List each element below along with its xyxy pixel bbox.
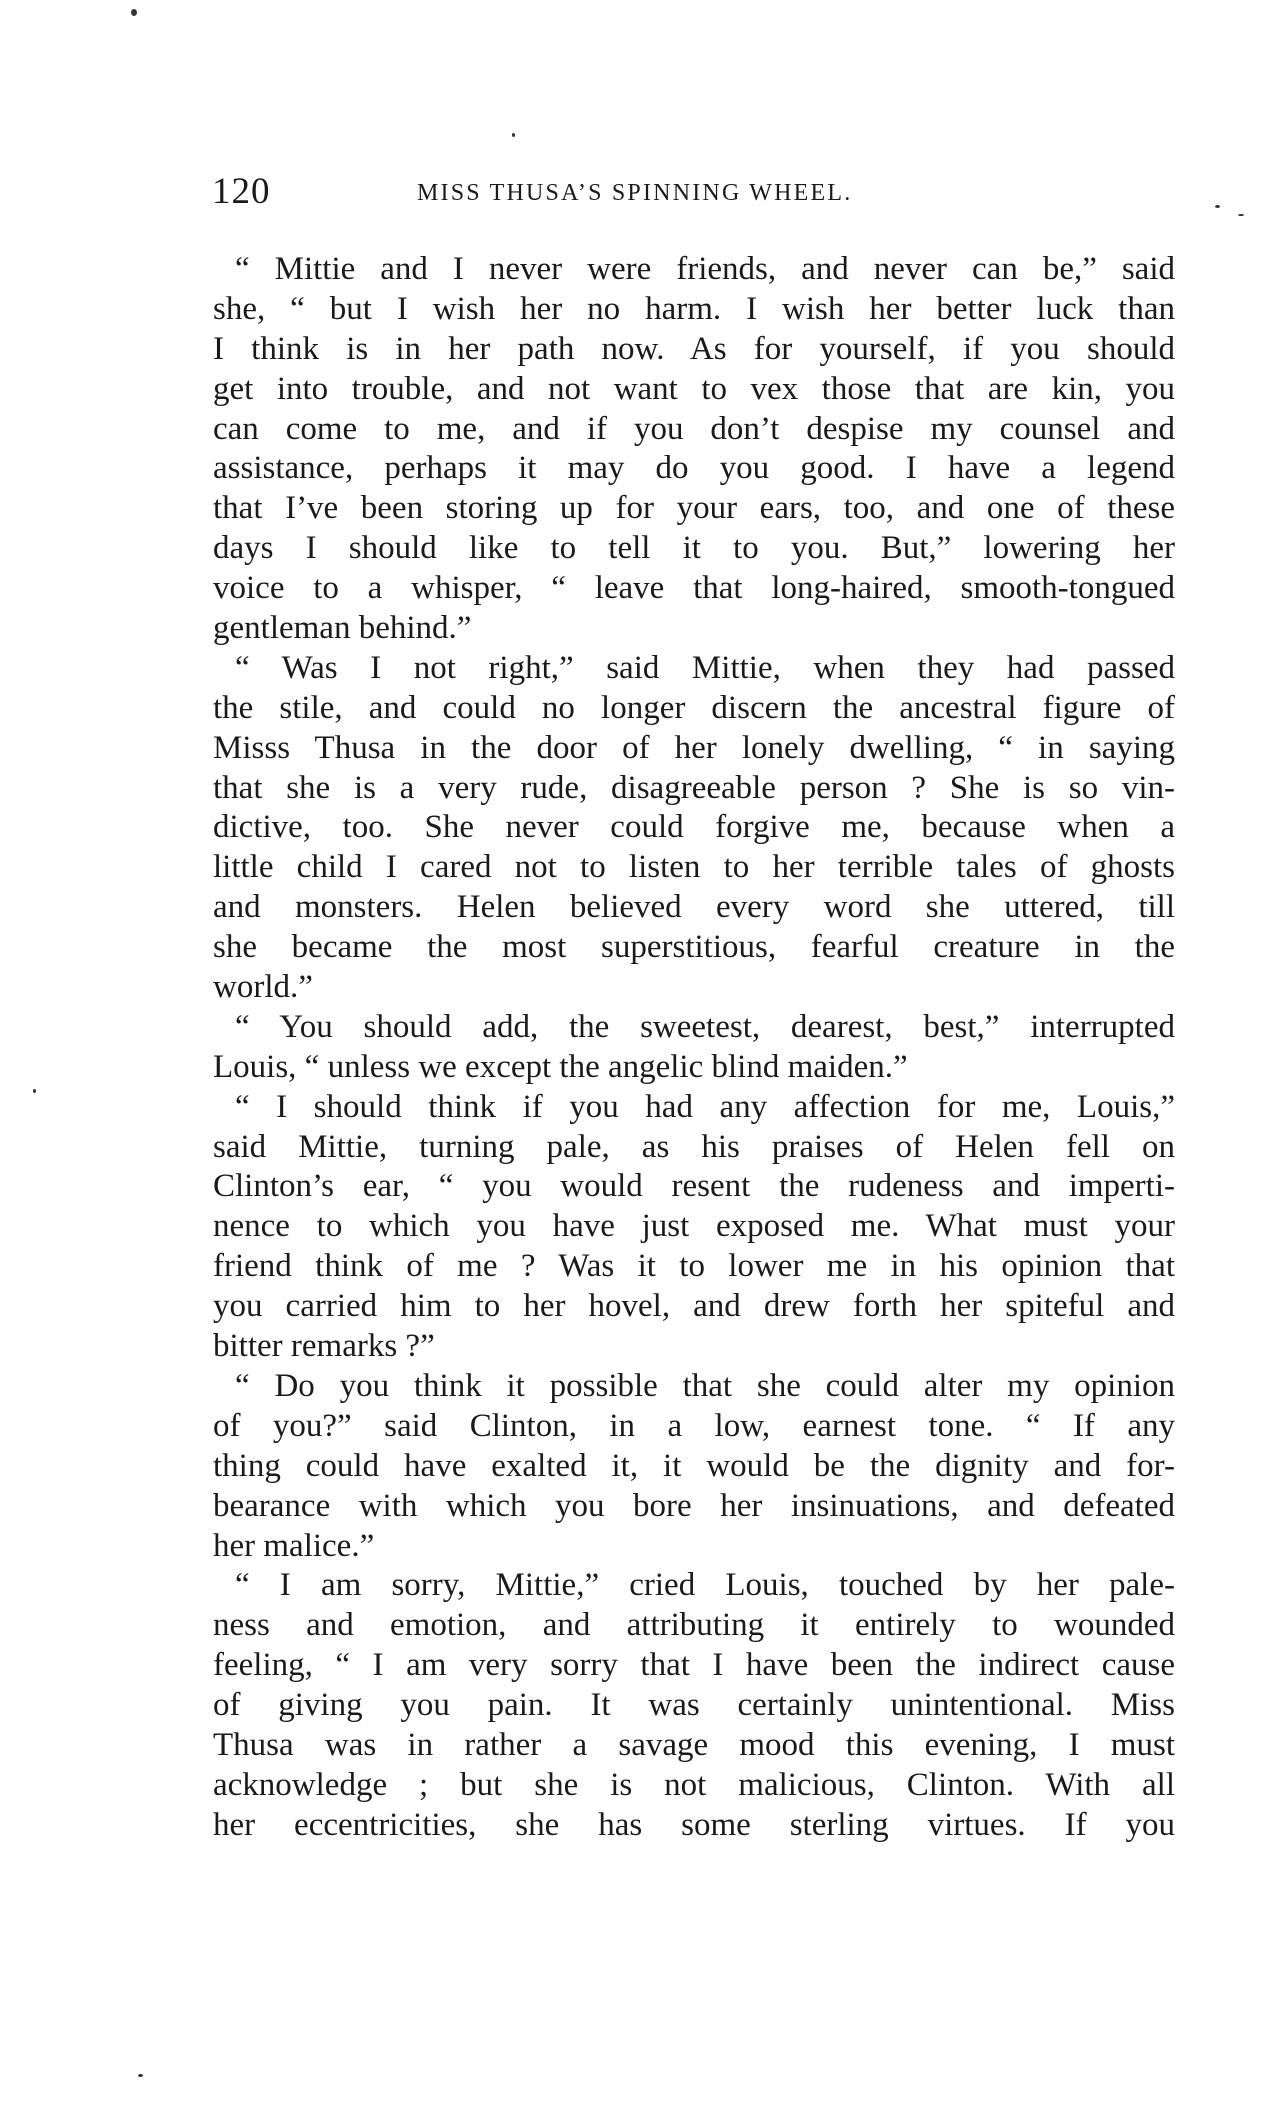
text-line: assistance, perhaps it may do you good. I have a legend — [213, 450, 1175, 487]
page-number: 120 — [212, 171, 271, 212]
text-line: little child I cared not to listen to her terrible tales of ghosts — [213, 849, 1175, 886]
text-line: bitter remarks ?” — [213, 1328, 435, 1365]
text-line: “ You should add, the sweetest, dearest, best,” interrupted — [235, 1008, 1175, 1045]
running-title: MISS THUSA’S SPINNING WHEEL. — [417, 180, 853, 206]
text-line: voice to a whisper, “ leave that long-haired, smooth-tongued — [213, 570, 1175, 607]
text-line: Misss Thusa in the door of her lonely dwelling, “ in saying — [213, 729, 1175, 766]
text-line: feeling, “ I am very sorry that I have been the indirect cause — [213, 1647, 1175, 1684]
body-text — [213, 250, 1175, 1846]
text-line: acknowledge ; but she is not malicious, Clinton. With all — [213, 1766, 1175, 1803]
text-line: Thusa was in rather a savage mood this evening, I must — [213, 1726, 1175, 1763]
text-line: of giving you pain. It was certainly unintentional. Miss — [213, 1687, 1175, 1724]
text-line: her malice.” — [213, 1527, 375, 1564]
text-line: the stile, and could no longer discern the ancestral figure of — [213, 689, 1175, 726]
text-line: of you?” said Clinton, in a low, earnest tone. “ If any — [213, 1407, 1175, 1444]
text-line: you carried him to her hovel, and drew forth her spiteful and — [213, 1288, 1175, 1325]
text-line: ness and emotion, and attributing it entirely to wounded — [213, 1607, 1175, 1644]
text-line: “ Do you think it possible that she could alter my opinion — [235, 1367, 1175, 1404]
text-line: world.” — [213, 969, 313, 1006]
ink-speck — [138, 2074, 143, 2077]
text-line: can come to me, and if you don’t despise my counsel and — [213, 410, 1175, 447]
text-line: bearance with which you bore her insinuations, and defeated — [213, 1487, 1175, 1524]
text-line: and monsters. Helen believed every word she uttered, till — [213, 889, 1175, 926]
text-line: dictive, too. She never could forgive me, because when a — [213, 809, 1175, 846]
text-line: I think is in her path now. As for yourself, if you should — [213, 330, 1175, 367]
ink-speck — [33, 1089, 36, 1093]
text-line: “ I should think if you had any affection for me, Louis,” — [235, 1088, 1175, 1125]
text-line: “ Mittie and I never were friends, and never can be,” said — [235, 251, 1175, 287]
page-header — [212, 170, 1172, 220]
text-line: get into trouble, and not want to vex those that are kin, you — [213, 370, 1175, 407]
text-line: nence to which you have just exposed me. What must your — [213, 1208, 1175, 1245]
text-line: days I should like to tell it to you. But,” lowering her — [213, 530, 1175, 567]
text-line: she became the most superstitious, fearful creature in the — [213, 929, 1175, 966]
text-line: Clinton’s ear, “ you would resent the rudeness and imperti- — [213, 1168, 1175, 1205]
ink-speck — [1215, 205, 1220, 208]
text-line: said Mittie, turning pale, as his praises of Helen fell on — [213, 1128, 1175, 1165]
text-line: “ I am sorry, Mittie,” cried Louis, touched by her pale- — [235, 1567, 1175, 1604]
text-line: Louis, “ unless we except the angelic blind maiden.” — [213, 1048, 908, 1085]
ink-speck — [1238, 214, 1244, 216]
text-line: friend think of me ? Was it to lower me in his opinion that — [213, 1248, 1175, 1285]
text-line: gentleman behind.” — [213, 610, 472, 647]
ink-speck — [131, 9, 137, 16]
text-line: she, “ but I wish her no harm. I wish her better luck than — [213, 290, 1175, 327]
text-line: thing could have exalted it, it would be the dignity and for- — [213, 1447, 1175, 1484]
ink-speck — [512, 133, 515, 137]
text-line: that I’ve been storing up for your ears, too, and one of these — [213, 490, 1175, 527]
text-line: her eccentricities, she has some sterling virtues. If you — [213, 1806, 1175, 1843]
text-line: that she is a very rude, disagreeable person ? She is so vin- — [213, 769, 1175, 806]
text-line: “ Was I not right,” said Mittie, when they had passed — [235, 649, 1175, 686]
